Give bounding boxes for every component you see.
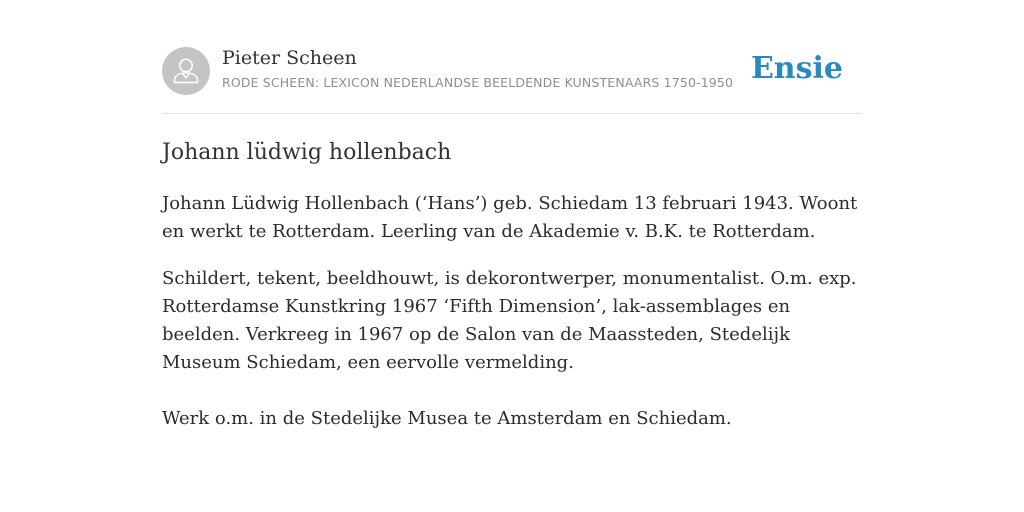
author-name[interactable]: Pieter Scheen	[222, 47, 357, 69]
article-body	[162, 190, 862, 452]
header-divider	[162, 113, 862, 114]
author-avatar[interactable]	[162, 47, 210, 95]
user-silhouette-icon	[162, 47, 210, 95]
article-paragraph: Johann Lüdwig Hollenbach (‘Hans’) geb. Schiedam 13 februari 1943. Woont en werkt te Rotterdam. Leerling van de Akademie v. B.K. te Rotterdam.	[162, 193, 858, 242]
source-title[interactable]: RODE SCHEEN: LEXICON NEDERLANDSE BEELDENDE KUNSTENAARS 1750-1950	[222, 75, 734, 90]
article-paragraph: Schildert, tekent, beeldhouwt, is dekorontwerper, monumentalist. O.m. exp. Rotterdamse Kunstkring 1967 ‘Fifth Dimension’, lak-assemblages en beelden. Verkreeg in 1967 op de Salon van de Maassteden, Stedelijk Museum Schiedam, een eervolle vermelding. Werk o.m. in de Stedelijke Musea te Amsterdam en Schiedam.	[162, 268, 857, 429]
ensie-logo[interactable]: Ensie	[750, 51, 843, 86]
article-header	[162, 46, 862, 96]
article-title: Johann lüdwig hollenbach	[162, 140, 452, 165]
article-page	[162, 0, 862, 512]
